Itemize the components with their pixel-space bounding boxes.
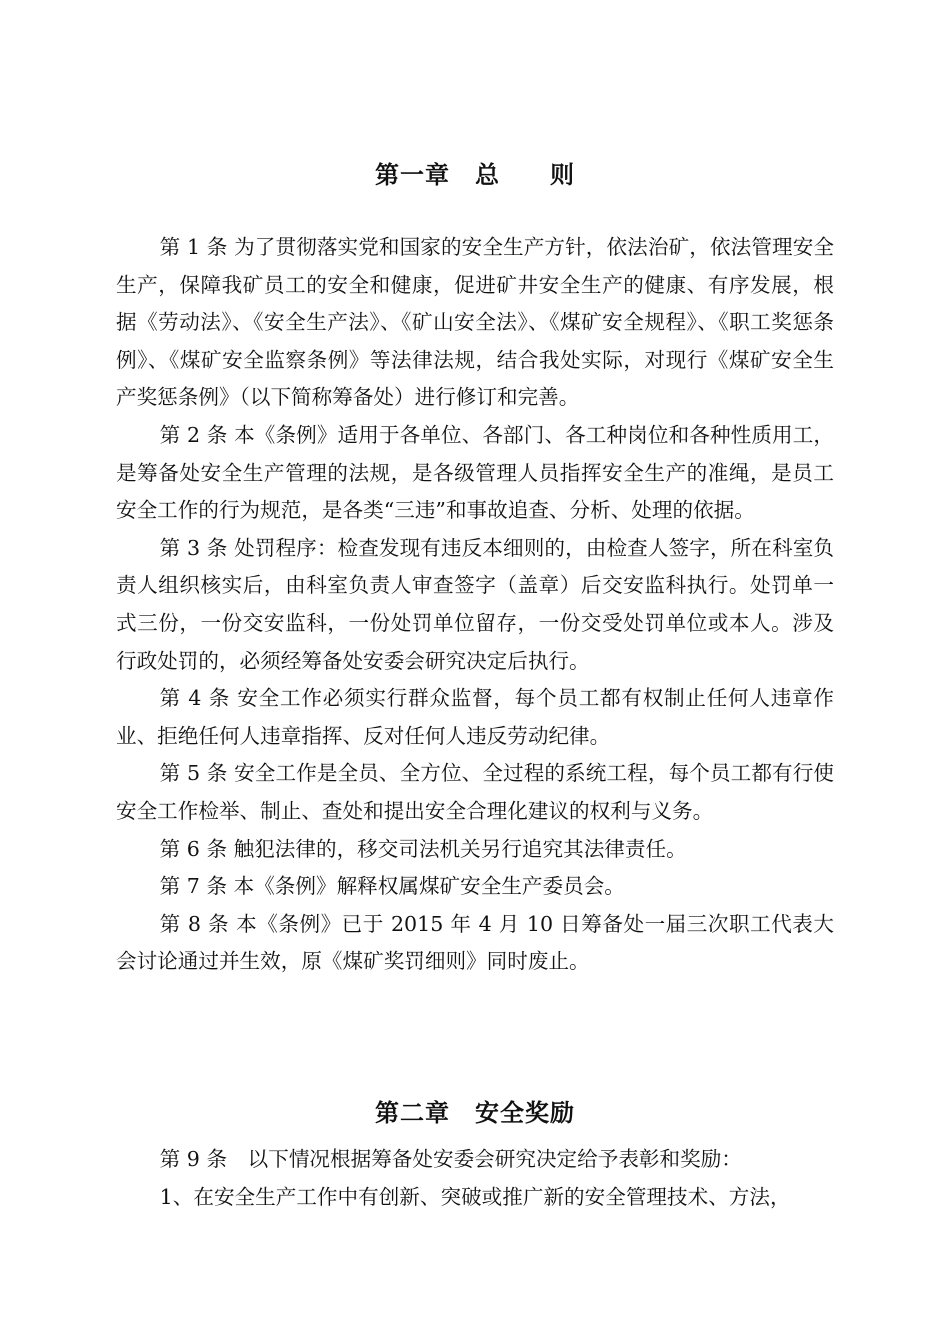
reward-item-1: 1、在安全生产工作中有创新、突破或推广新的安全管理技术、方法，: [159, 1184, 791, 1209]
article-9: 第 9 条 以下情况根据筹备处安委会研究决定给予表彰和奖励：: [159, 1147, 742, 1171]
article-1: 第 1 条 为了贯彻落实党和国家的安全生产方针，依法治矿，依法管理安全生产，保障我矿员工的安全和健康，促进矿井安全生产的健康、有序发展，根据《劳动法》、《安全生产法》、《矿山安全法》、《煤矿安全规程》、《职工奖惩条例》、《煤矿安全监察条例》等法律法规，结合我处实际，对现行《煤矿安全生产奖惩条例》（以下简称筹备处）进行修订和完善。: [116, 235, 834, 410]
article-5: 第 5 条 安全工作是全员、全方位、全过程的系统工程，每个员工都有行使安全工作检举、制止、查处和提出安全合理化建议的权利与义务。: [116, 761, 834, 823]
article-2: 第 2 条 本《条例》适用于各单位、各部门、各工种岗位和各种性质用工，是筹备处安全生产管理的法规，是各级管理人员指挥安全生产的准绳，是员工安全工作的行为规范，是各类“三违”和事故追查、分析、处理的依据。: [116, 422, 834, 523]
chapter-2-title: 第二章 安全奖励: [375, 1099, 575, 1127]
chapter-1-title: 第一章 总 则: [375, 161, 575, 189]
article-7: 第 7 条 本《条例》解释权属煤矿安全生产委员会。: [159, 874, 625, 899]
article-6: 第 6 条 触犯法律的，移交司法机关另行追究其法律责任。: [159, 836, 687, 861]
chapter-1-body: [116, 229, 834, 981]
article-4: 第 4 条 安全工作必须实行群众监督，每个员工都有权制止任何人违章作业、拒绝任何人违章指挥、反对任何人违反劳动纪律。: [116, 686, 834, 748]
chapter-2-body: [116, 1141, 834, 1216]
article-8: 第 8 条 本《条例》已于 2015 年 4 月 10 日筹备处一届三次职工代表大会讨论通过并生效，原《煤矿奖罚细则》同时废止。: [116, 911, 834, 974]
article-3: 第 3 条 处罚程序：检查发现有违反本细则的，由检查人签字，所在科室负责人组织核实后，由科室负责人审查签字（盖章）后交安监科执行。处罚单一式三份，一份交安监科，一份处罚单位留存，一份交受处罚单位或本人。涉及行政处罚的，必须经筹备处安委会研究决定后执行。: [116, 535, 834, 673]
